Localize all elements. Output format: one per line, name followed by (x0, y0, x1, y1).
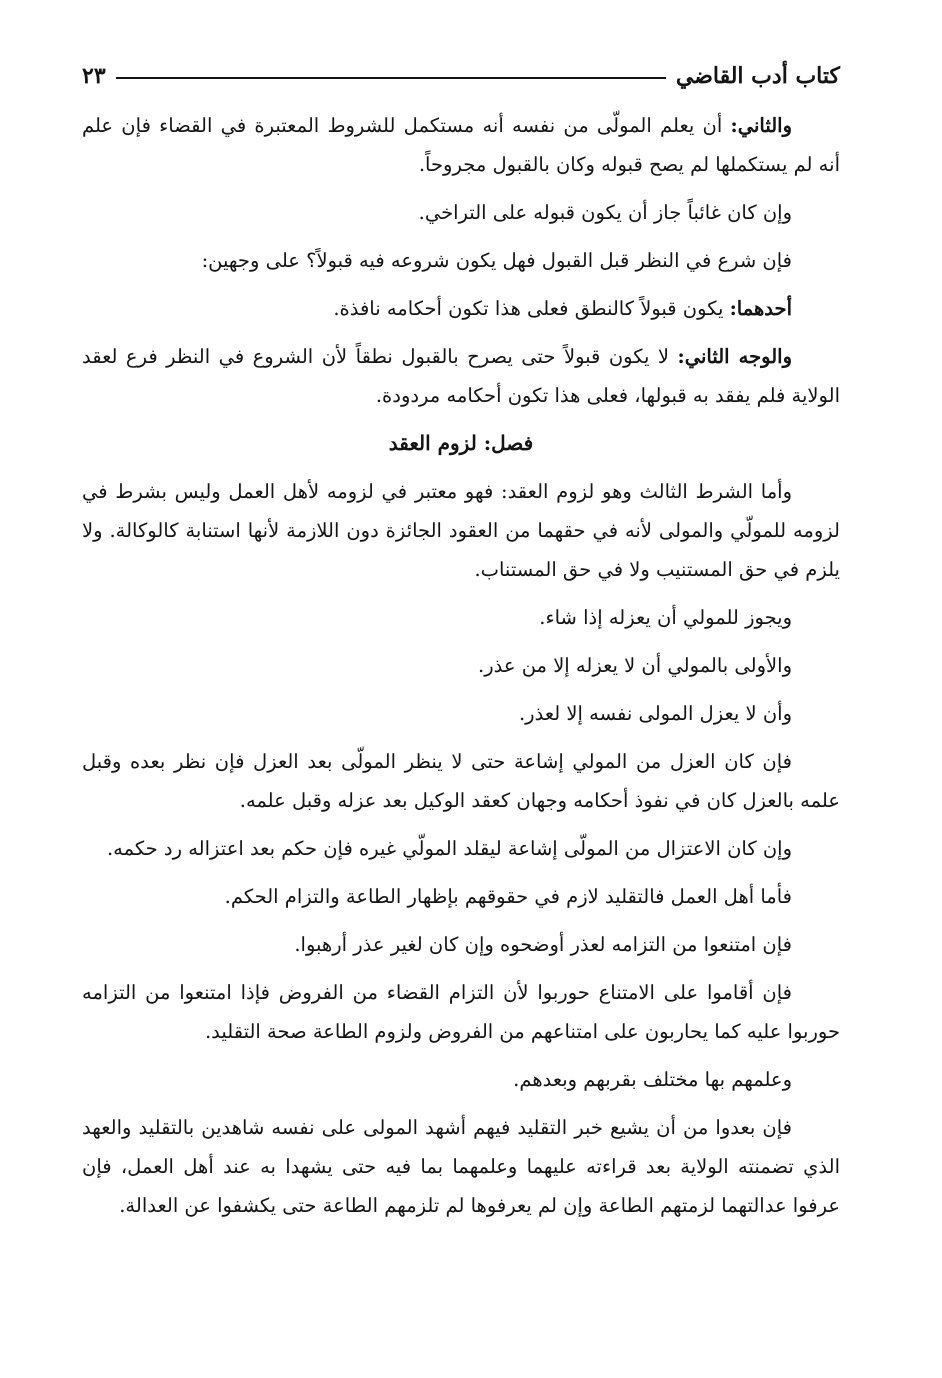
running-title: كتاب أدب القاضي (675, 63, 840, 89)
paragraph: وإن كان الاعتزال من المولّى إشاعة ليقلد المولّي غيره فإن حكم بعد اعتزاله رد حكمه. (106, 837, 792, 860)
paragraph: وأن لا يعزل المولى نفسه إلا لعذر. (518, 702, 792, 725)
paragraph: ويجوز للمولي أن يعزله إذا شاء. (539, 606, 792, 629)
paragraph: وعلمهم بها مختلف بقربهم وبعدهم. (513, 1068, 792, 1091)
paragraph: فإن كان العزل من المولي إشاعة حتى لا ينظر المولّى بعد العزل فإن نظر بعده وقبل علمه بالعزل كان في نفوذ أحكامه وجهان كعقد الوكيل بعد عزله وقبل علمه. (82, 750, 840, 812)
paragraph-text: أن يعلم المولّى من نفسه أنه مستكمل للشروط المعتبرة في القضاء فإن علم أنه لم يستكملها لم يصح قبوله وكان بالقبول مجروحاً. (82, 114, 840, 176)
paragraph-second-condition (82, 106, 840, 184)
paragraph-lead: والثاني: (730, 114, 792, 137)
paragraph-second-view (82, 337, 840, 415)
paragraph: فإن أقاموا على الامتناع حوربوا لأن التزام القضاء من الفروض فإذا امتنعوا من التزامه حوربوا عليه كما يحاربون على امتناعهم من الفروض ولزوم الطاعة صحة التقليد. (82, 981, 840, 1043)
paragraph: فأما أهل العمل فالتقليد لازم في حقوقهم بإظهار الطاعة والتزام الحكم. (224, 885, 792, 908)
paragraph: وإن كان غائباً جاز أن يكون قبوله على التراخي. (418, 201, 792, 224)
paragraph: فإن امتنعوا من التزامه لعذر أوضحوه وإن كان لغير عذر أرهبوا. (294, 933, 792, 956)
paragraph-lead: أحدهما: (729, 297, 792, 320)
paragraph-lead: والوجه الثاني: (677, 345, 792, 368)
page-header (82, 56, 840, 96)
paragraph: فإن شرع في النظر قبل القبول فهل يكون شروعه فيه قبولاً؟ على وجهين: (201, 249, 792, 272)
paragraph: فإن بعدوا من أن يشيع خبر التقليد فيهم أشهد المولى على نفسه شاهدين بالتقليد والعهد الذي تضمنته الولاية بعد قراءته عليهما وعلمهما بما فيه حتى يشهدا به عند أهل العمل، فإن عرفوا عدالتهما لزمتهم الطاعة وإن لم يعرفوها لم تلزمهم الطاعة حتى يكشفوا عن العدالة. (82, 1116, 840, 1217)
paragraph-text: لا يكون قبولاً حتى يصرح بالقبول نطقاً لأن الشروع في النظر فرع لعقد الولاية فلم يفقد به قبولها، فعلى هذا تكون أحكامه مردودة. (82, 345, 840, 407)
section-heading: فصل: لزوم العقد (388, 431, 534, 455)
paragraph: وأما الشرط الثالث وهو لزوم العقد: فهو معتبر في لزومه لأهل العمل وليس بشرط في لزومه للمولّي والمولى لأنه في حقهما من العقود الجائزة دون اللازمة لأنها استنابة كالوكالة. ولا يلزم في حق المستنيب ولا في حق المستناب. (82, 480, 840, 581)
paragraph: والأولى بالمولي أن لا يعزله إلا من عذر. (478, 654, 792, 677)
page-number: ٢٣ (82, 63, 106, 89)
body-text (82, 106, 840, 1234)
header-rule (116, 77, 666, 79)
paragraph-text: يكون قبولاً كالنطق فعلى هذا تكون أحكامه نافذة. (333, 297, 730, 320)
paragraph-first-view (82, 289, 840, 328)
